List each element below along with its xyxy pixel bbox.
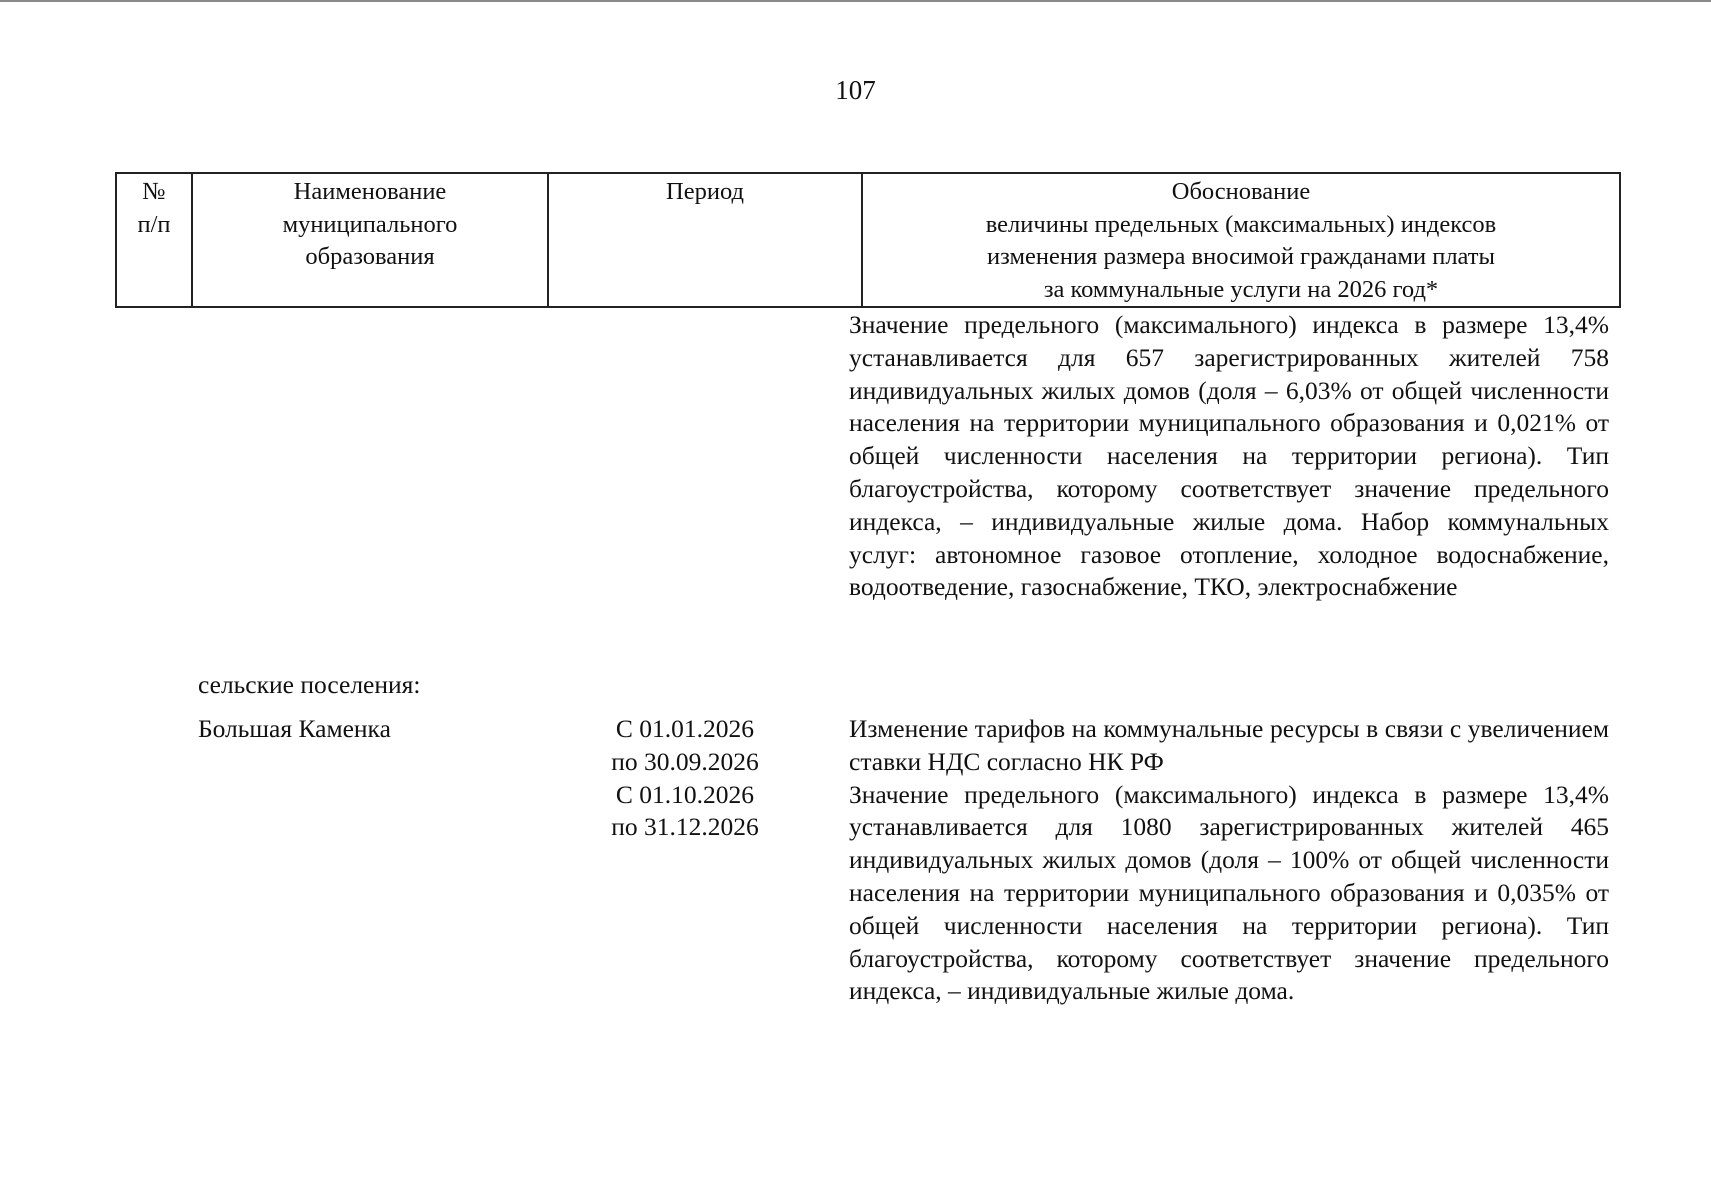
period-line-4: по 31.12.2026 xyxy=(611,812,759,842)
header-number-line-2: п/п xyxy=(137,210,171,238)
header-municipality-line-2: муниципального xyxy=(282,210,458,238)
justification-cell xyxy=(849,713,1609,1008)
group-label-rural-settlements: сельские поселения: xyxy=(198,670,421,699)
page-number: 107 xyxy=(835,75,876,105)
period-line-3: С 01.10.2026 xyxy=(615,779,755,809)
header-justification-line-1: Обоснование xyxy=(1171,178,1311,205)
header-municipality-line-1: Наименование xyxy=(293,178,447,205)
header-justification-line-2: величины предельных (максимальных) индексов xyxy=(985,210,1497,238)
period-line-2: по 30.09.2026 xyxy=(611,746,759,776)
header-cell-municipality xyxy=(192,173,548,307)
header-cell-period xyxy=(548,173,862,307)
header-cell-justification xyxy=(862,173,1620,307)
header-cell-number xyxy=(116,173,192,307)
justification-continuation xyxy=(849,309,1609,604)
header-municipality-line-3: образования xyxy=(305,243,435,270)
table-header-row xyxy=(116,173,1620,307)
header-justification-line-3: изменения размера вносимой гражданами платы xyxy=(987,243,1495,270)
scan-top-edge xyxy=(0,0,1711,2)
justification-index-value: Значение предельного (максимального) индекса в размере 13,4% устанавливается для 1080 зарегистрированных жителей 465 индивидуальных жилых домов (доля – 100% от общей численности населения на территории муниципального образования и 0,035% от общей численности населения на территории региона). Тип благоустройства, которому соответствует значение предельного индекса, – индивидуальные жилые дома. xyxy=(849,779,1609,1006)
period-line-1: С 01.01.2026 xyxy=(615,714,755,743)
header-number-line-1: № xyxy=(142,178,166,205)
justification-tariff-change: Изменение тарифов на коммунальные ресурсы в связи с увеличением ставки НДС согласно НК РФ xyxy=(849,714,1609,776)
table-header xyxy=(115,172,1621,308)
header-justification-line-4: за коммунальные услуги на 2026 год* xyxy=(1043,275,1439,303)
period-cell xyxy=(560,713,810,844)
header-period-label: Период xyxy=(666,178,744,205)
municipality-name: Большая Каменка xyxy=(198,714,391,743)
justification-continuation-text: Значение предельного (максимального) индекса в размере 13,4% устанавливается для 657 зарегистрированных жителей 758 индивидуальных жилых домов (доля – 6,03% от общей численности населения на территории муниципального образования и 0,021% от общей численности населения на территории региона). Тип благоустройства, которому соответствует значение предельного индекса, – индивидуальные жилые дома. Набор коммунальных услуг: автономное газовое отопление, холодное водоснабжение, водоотведение, газоснабжение, ТКО, электроснабжение xyxy=(849,310,1609,602)
